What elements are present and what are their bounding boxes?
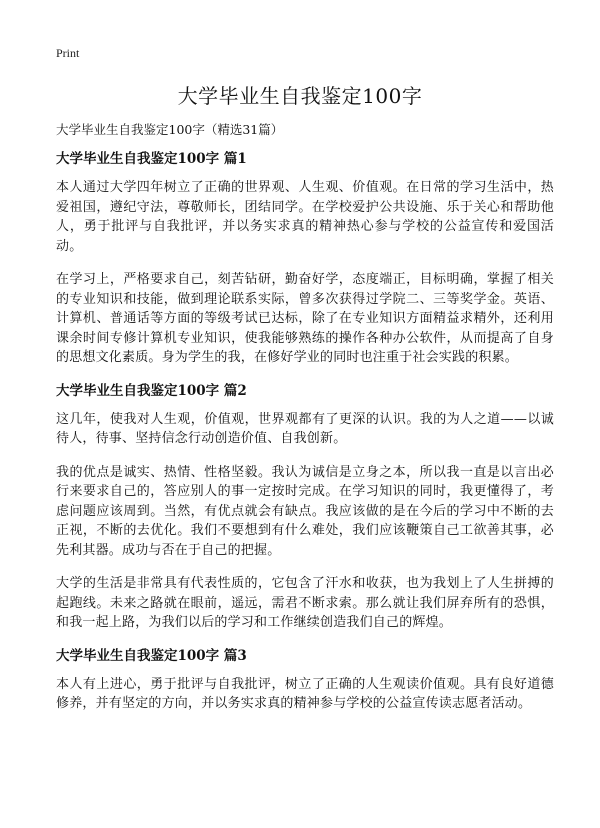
section-paragraph: 我的优点是诚实、热情、性格坚毅。我认为诚信是立身之本，所以我一直是以言出必行来要求自己的，答应别人的事一定按时完成。在学习知识的同时，我更懂得了，考虑问题应该周到。当然，有优点就会有缺点。我应该做的是在今后的学习中不断的去正视，不断的去优化。我们不要想到有什么难处，我们应该鞭策自己工欲善其事，必先利其器。成功与否在于自己的把握。 <box>56 464 554 558</box>
section-heading: 大学毕业生自我鉴定100字 篇2 <box>56 382 247 399</box>
page-title: 大学毕业生自我鉴定100字 <box>177 84 423 108</box>
section-heading: 大学毕业生自我鉴定100字 篇3 <box>56 647 247 664</box>
page-subtitle: 大学毕业生自我鉴定100字（精选31篇） <box>56 122 284 137</box>
section-paragraph: 本人通过大学四年树立了正确的世界观、人生观、价值观。在日常的学习生活中，热爱祖国，遵纪守法，尊敬师长，团结同学。在学校爱护公共设施、乐于关心和帮助他人，勇于批评与自我批评，并以务实求真的精神热心参与学校的公益宣传和爱国活动。 <box>56 180 554 254</box>
section-paragraph: 大学的生活是非常具有代表性质的，它包含了汗水和收获，也为我划上了人生拼搏的起跑线。未来之路就在眼前，遥远，需君不断求索。那么就让我们屏弃所有的恐惧，和我一起上路，为我们以后的学习和工作继续创造我们自己的辉煌。 <box>56 576 554 630</box>
section-3 <box>56 647 554 714</box>
section-paragraph: 本人有上进心，勇于批评与自我批评，树立了正确的人生观读价值观。具有良好道德修养，并有坚定的方向，并以务实求真的精神参与学校的公益宣传读志愿者活动。 <box>56 676 554 711</box>
print-link[interactable]: Print <box>56 46 80 60</box>
section-1 <box>56 150 554 368</box>
section-2 <box>56 382 554 633</box>
section-paragraph: 这几年，使我对人生观，价值观，世界观都有了更深的认识。我的为人之道——以诚待人，待事、坚持信念行动创造价值、自我创新。 <box>56 411 554 446</box>
section-heading: 大学毕业生自我鉴定100字 篇1 <box>56 151 247 167</box>
section-paragraph: 在学习上，严格要求自己，刻苦钻研，勤奋好学，态度端正，目标明确，掌握了相关的专业知识和技能，做到理论联系实际，曾多次获得过学院二、三等奖学金。英语、计算机、普通话等方面的等级考试已达标，除了在专业知识方面精益求精外，还利用课余时间专修计算机专业知识，使我能够熟练的操作各种办公软件，从而提高了自身的思想文化素质。身为学生的我，在修好学业的同时也注重于社会实践的积累。 <box>56 272 554 365</box>
document-content <box>56 150 554 728</box>
